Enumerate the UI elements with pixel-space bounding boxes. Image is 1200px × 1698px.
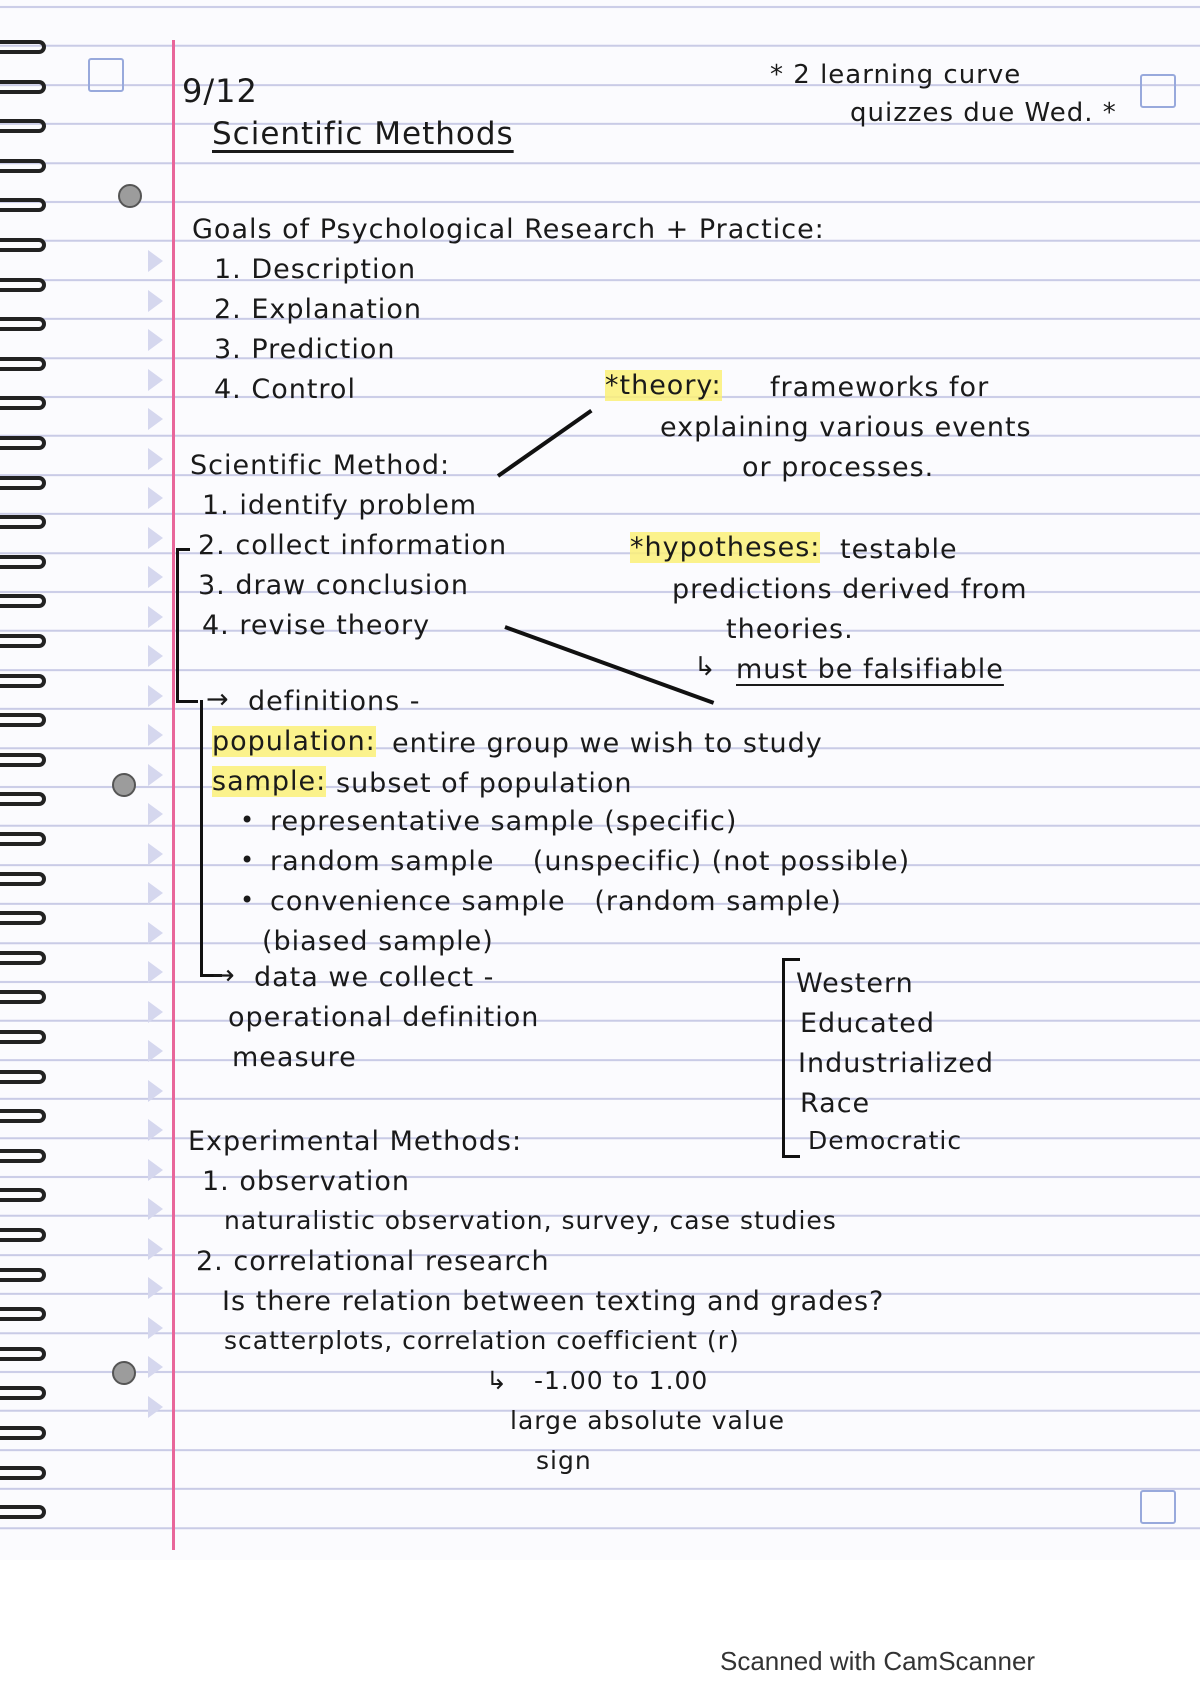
margin-triangle: [148, 606, 163, 628]
spiral-ring: [0, 1347, 46, 1361]
spiral-ring: [0, 674, 46, 688]
goal-item: 4. Control: [214, 374, 356, 405]
margin-triangle: [148, 527, 163, 549]
margin-triangle: [148, 1198, 163, 1220]
spiral-ring: [0, 1466, 46, 1480]
experimental-detail: naturalistic observation, survey, case studies: [224, 1206, 837, 1235]
quiz-note-line2: quizzes due Wed. *: [850, 98, 1117, 128]
goal-item: 1. Description: [214, 254, 417, 285]
spiral-ring: [0, 555, 46, 569]
experimental-heading: Experimental Methods:: [188, 1126, 523, 1157]
margin-triangle: [148, 566, 163, 588]
margin-triangle: [148, 250, 163, 272]
spiral-ring: [0, 792, 46, 806]
spiral-binding: [0, 40, 60, 1560]
method-heading: Scientific Method:: [190, 450, 451, 481]
method-step: 2. collect information: [198, 530, 508, 561]
weird-item: Educated: [800, 1008, 936, 1039]
margin-triangle: [148, 961, 163, 983]
quiz-note-line1: * 2 learning curve: [770, 60, 1022, 90]
margin-triangle: [148, 724, 163, 746]
scanner-watermark: Scanned with CamScanner: [720, 1646, 1036, 1676]
page-tab-icon: [1140, 74, 1176, 108]
margin-triangle: [148, 408, 163, 430]
spiral-ring: [0, 1426, 46, 1440]
spiral-ring: [0, 911, 46, 925]
weird-item: Race: [800, 1088, 871, 1119]
spiral-ring: [0, 80, 46, 94]
method-step: 1. identify problem: [202, 490, 478, 521]
weird-bracket: [782, 958, 785, 1158]
margin-triangle: [148, 843, 163, 865]
falsifiable-note: must be falsifiable: [736, 654, 1004, 685]
spiral-ring: [0, 1505, 46, 1519]
theory-term: *theory:: [605, 370, 722, 401]
spiral-ring: [0, 832, 46, 846]
hypotheses-definition: theories.: [726, 614, 854, 645]
margin-triangle: [148, 448, 163, 470]
coefficient-note: large absolute value: [510, 1406, 786, 1435]
date: 9/12: [182, 72, 258, 110]
margin-triangle: [148, 1159, 163, 1181]
method-step: 3. draw conclusion: [198, 570, 469, 601]
spiral-ring: [0, 1228, 46, 1242]
spiral-ring: [0, 1188, 46, 1202]
margin-triangle: [148, 764, 163, 786]
sample-type: random sample (unspecific) (not possible): [270, 846, 911, 877]
punch-hole: [112, 1361, 136, 1385]
margin-triangle: [148, 1001, 163, 1023]
experimental-item: 2. correlational research: [196, 1246, 550, 1277]
spiral-ring: [0, 1268, 46, 1282]
scatterplot-note: scatterplots, correlation coefficient (r): [224, 1326, 740, 1355]
connector-line: [504, 625, 714, 705]
margin-triangle: [148, 1080, 163, 1102]
sample-term: sample:: [212, 766, 327, 797]
coefficient-note: sign: [536, 1446, 592, 1475]
bracket-line: [176, 700, 198, 703]
margin-triangle: [148, 645, 163, 667]
spiral-ring: [0, 713, 46, 727]
margin-triangle: [148, 882, 163, 904]
hypotheses-definition: testable: [840, 534, 958, 565]
margin-triangle: [148, 1317, 163, 1339]
spiral-ring: [0, 238, 46, 252]
data-item: measure: [232, 1042, 357, 1073]
margin-triangle: [148, 803, 163, 825]
goals-heading: Goals of Psychological Research + Practice:: [192, 214, 825, 245]
punch-hole: [118, 184, 142, 208]
weird-item: Western: [796, 968, 914, 999]
research-question: Is there relation between texting and grades?: [222, 1286, 885, 1317]
margin-triangle: [148, 1396, 163, 1418]
margin-triangle: [148, 329, 163, 351]
goal-item: 2. Explanation: [214, 294, 422, 325]
page-tab-icon: [1140, 1490, 1176, 1524]
sample-type: convenience sample (random sample): [270, 886, 842, 917]
bullet-icon: •: [240, 886, 256, 914]
spiral-ring: [0, 317, 46, 331]
spiral-ring: [0, 119, 46, 133]
margin-triangle: [148, 922, 163, 944]
theory-definition: or processes.: [742, 452, 935, 483]
sample-definition: subset of population: [336, 768, 633, 799]
bracket-line: [176, 548, 179, 700]
bullet-icon: •: [240, 806, 256, 834]
spiral-ring: [0, 515, 46, 529]
spiral-ring: [0, 1386, 46, 1400]
spiral-ring: [0, 476, 46, 490]
hypotheses-term: *hypotheses:: [630, 532, 821, 563]
margin-triangle: [148, 1277, 163, 1299]
page-title: Scientific Methods: [212, 116, 514, 152]
sample-type: representative sample (specific): [270, 806, 738, 837]
arrow-icon: →: [206, 684, 230, 715]
spiral-ring: [0, 1149, 46, 1163]
spiral-ring: [0, 278, 46, 292]
margin-triangle: [148, 1040, 163, 1062]
weird-item: Industrialized: [798, 1048, 995, 1079]
spiral-ring: [0, 1307, 46, 1321]
spiral-ring: [0, 396, 46, 410]
experimental-item: 1. observation: [202, 1166, 411, 1197]
spiral-ring: [0, 594, 46, 608]
spiral-ring: [0, 951, 46, 965]
spiral-ring: [0, 634, 46, 648]
margin-triangle: [148, 685, 163, 707]
theory-definition: frameworks for: [770, 372, 990, 403]
biased-sample-note: (biased sample): [262, 926, 494, 957]
method-step: 4. revise theory: [202, 610, 431, 641]
definitions-heading: definitions -: [248, 686, 421, 717]
population-term: population:: [212, 726, 376, 757]
spiral-ring: [0, 990, 46, 1004]
data-heading: data we collect -: [254, 962, 495, 993]
data-item: operational definition: [228, 1002, 540, 1033]
spiral-ring: [0, 357, 46, 371]
arrow-icon: →: [212, 960, 236, 991]
spiral-ring: [0, 1030, 46, 1044]
spiral-ring: [0, 872, 46, 886]
bracket-line: [176, 548, 190, 551]
margin-triangle: [148, 290, 163, 312]
margin-triangle: [148, 369, 163, 391]
page-tab-icon: [88, 58, 124, 92]
arrow-icon: ↳: [694, 652, 717, 682]
spiral-ring: [0, 753, 46, 767]
spiral-ring: [0, 159, 46, 173]
spiral-ring: [0, 436, 46, 450]
bullet-icon: •: [240, 846, 256, 874]
goal-item: 3. Prediction: [214, 334, 396, 365]
arrow-icon: ↳: [486, 1366, 508, 1395]
margin-triangle: [148, 1119, 163, 1141]
theory-definition: explaining various events: [660, 412, 1032, 443]
population-definition: entire group we wish to study: [392, 728, 823, 759]
coefficient-range: -1.00 to 1.00: [534, 1366, 709, 1395]
weird-bracket: [782, 1155, 800, 1158]
weird-bracket: [782, 958, 800, 961]
margin-triangle: [148, 1356, 163, 1378]
hypotheses-definition: predictions derived from: [672, 574, 1028, 605]
margin-triangle: [148, 487, 163, 509]
connector-line: [497, 409, 593, 478]
spiral-ring: [0, 40, 46, 54]
punch-hole: [112, 773, 136, 797]
bracket-line: [200, 700, 203, 976]
margin-triangle: [148, 1238, 163, 1260]
spiral-ring: [0, 1070, 46, 1084]
weird-item: Democratic: [808, 1126, 963, 1155]
spiral-ring: [0, 198, 46, 212]
spiral-ring: [0, 1109, 46, 1123]
margin-line: [172, 40, 175, 1550]
